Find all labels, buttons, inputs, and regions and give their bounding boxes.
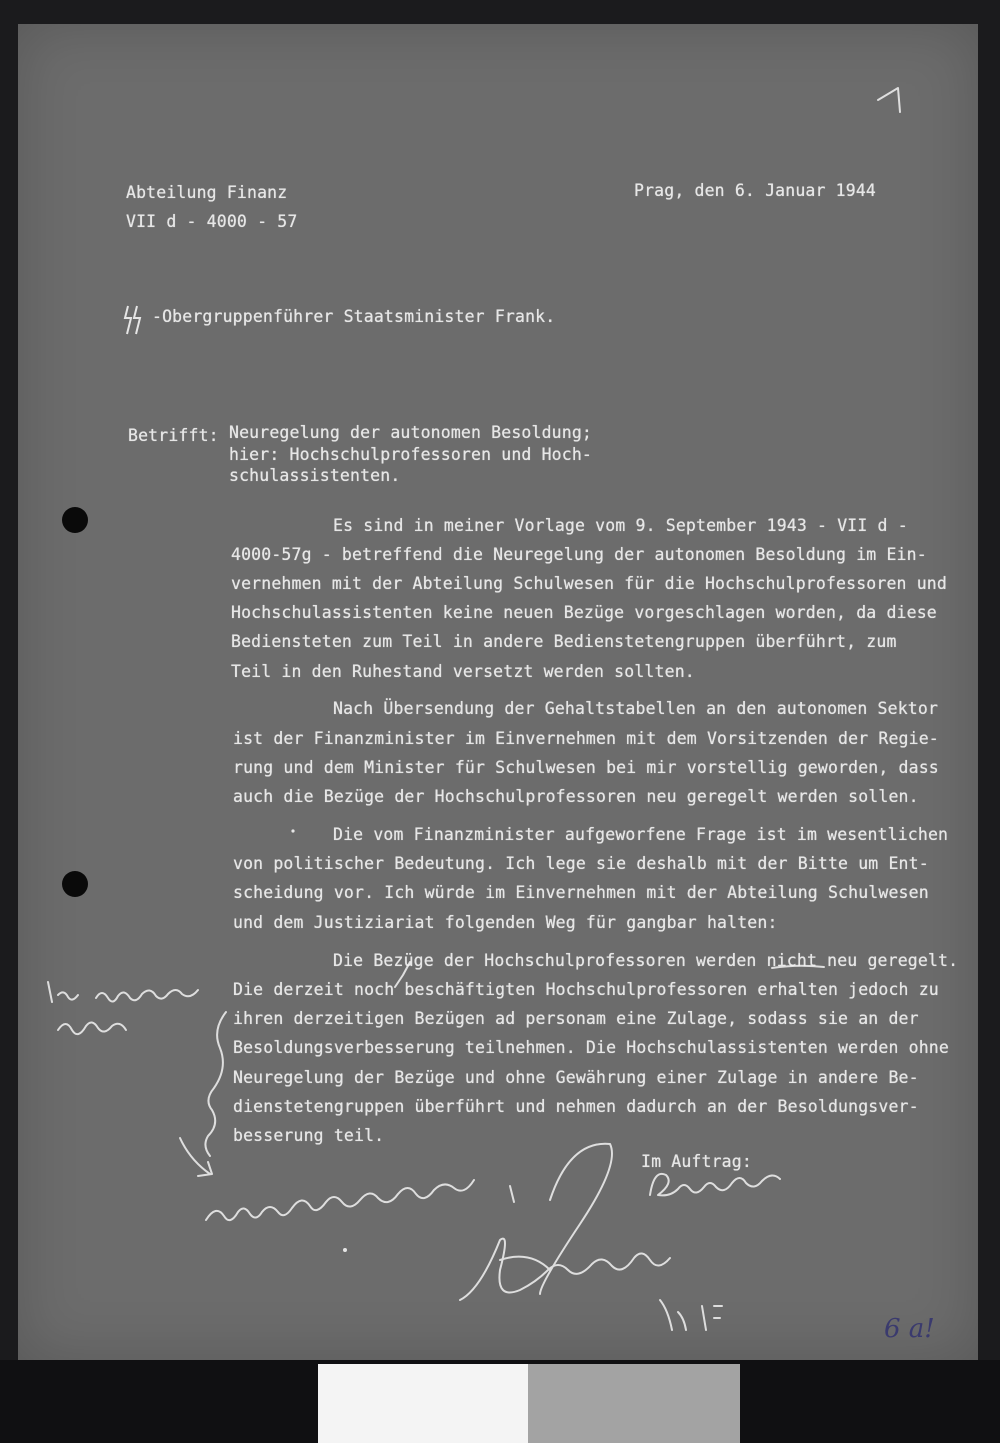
stamp-number: 6 a!: [884, 1314, 935, 1344]
para1-line-3: vernehmen mit der Abteilung Schulwesen für die Hochschulprofessoren und: [231, 574, 947, 593]
para1-line-5: Bediensteten zum Teil in andere Bedienstetengruppen überführt, zum: [231, 632, 897, 651]
para3-line-1: Die vom Finanzminister aufgeworfene Frage ist im wesentlichen: [333, 825, 949, 844]
para3-line-4: und dem Justiziariat folgenden Weg für gangbar halten:: [233, 913, 778, 932]
para4-line-6: dienstetengruppen überführt und nehmen dadurch an der Besoldungsver-: [233, 1097, 919, 1116]
subject-line-3: schulassistenten.: [229, 466, 401, 485]
subject-label: Betrifft:: [128, 426, 219, 445]
para4-line-1: Die Bezüge der Hochschulprofessoren werden nicht neu geregelt.: [333, 951, 959, 970]
para4-line-3: ihren derzeitigen Bezügen ad personam eine Zulage, sodass sie an der: [233, 1009, 919, 1028]
para4-line-4: Besoldungsverbesserung teilnehmen. Die Hochschulassistenten werden ohne: [233, 1038, 949, 1057]
addressee: -Obergruppenführer Staatsminister Frank.: [152, 307, 556, 326]
para4-line-5: Neuregelung der Bezüge und ohne Gewährung einer Zulage in andere Be-: [233, 1068, 919, 1087]
para2-line-3: rung und dem Minister für Schulwesen bei mir vorstellig geworden, dass: [233, 758, 939, 777]
para3-line-3: scheidung vor. Ich würde im Einvernehmen mit der Abteilung Schulwesen: [233, 883, 929, 902]
para4-line-7: besserung teil.: [233, 1126, 385, 1145]
para1-line-6: Teil in den Ruhestand versetzt werden sollten.: [231, 662, 695, 681]
date-line: Prag, den 6. Januar 1944: [634, 181, 877, 200]
subject-line-1: Neuregelung der autonomen Besoldung;: [229, 423, 593, 442]
page-number-mark: [878, 88, 900, 112]
para1-line-4: Hochschulassistenten keine neuen Bezüge vorgeschlagen worden, da diese: [231, 603, 937, 622]
header-department: Abteilung Finanz: [126, 183, 288, 202]
para1-line-2: 4000-57g - betreffend die Neuregelung der autonomen Besoldung im Ein-: [231, 545, 927, 564]
subject-line-2: hier: Hochschulprofessoren und Hoch-: [229, 445, 593, 464]
header-reference: VII d - 4000 - 57: [126, 212, 298, 231]
para4-line-2: Die derzeit noch beschäftigten Hochschulprofessoren erhalten jedoch zu: [233, 980, 939, 999]
para1-line-1: Es sind in meiner Vorlage vom 9. September 1943 - VII d -: [333, 516, 908, 535]
para2-line-1: Nach Übersendung der Gehaltstabellen an den autonomen Sektor: [333, 699, 939, 718]
para3-line-2: von politischer Bedeutung. Ich lege sie deshalb mit der Bitte um Ent-: [233, 854, 929, 873]
closing-im-auftrag: Im Auftrag:: [641, 1152, 752, 1171]
para2-line-2: ist der Finanzminister im Einvernehmen mit dem Vorsitzenden der Regie-: [233, 729, 939, 748]
para2-line-4: auch die Bezüge der Hochschulprofessoren neu geregelt werden sollen.: [233, 787, 919, 806]
